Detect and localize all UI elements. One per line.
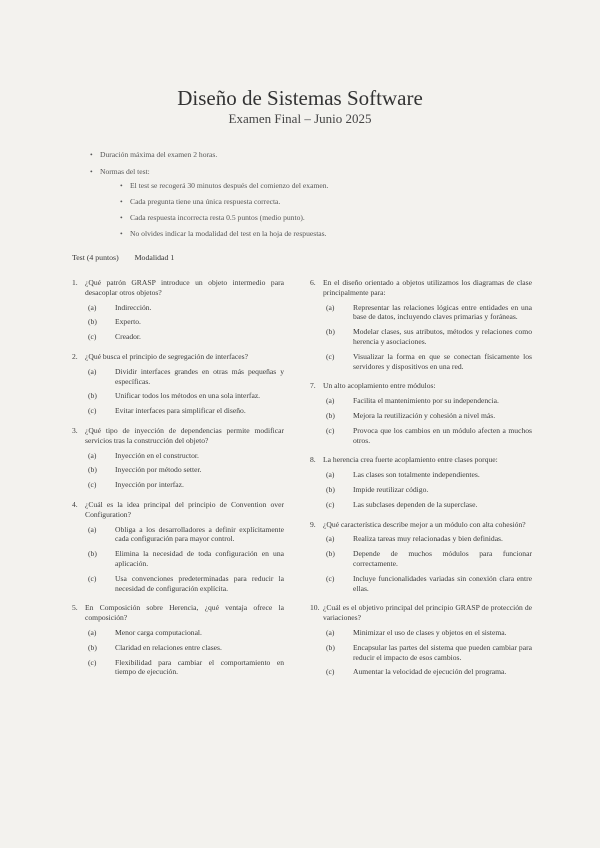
option-text: Creador.: [115, 332, 141, 342]
option-label: (a): [326, 302, 335, 312]
question-header: [310, 381, 532, 391]
option-label: (c): [88, 657, 97, 667]
answer-option: [72, 574, 284, 594]
option-text: Encapsular las partes del sistema que pueden cambiar para reducir el impacto de esos cambios.: [353, 642, 532, 662]
option-label: (b): [326, 484, 335, 494]
section-label: Test (4 puntos): [72, 253, 119, 262]
note-subitem: • Cada pregunta tiene una única respuesta correcta.: [120, 197, 510, 207]
option-label: (c): [326, 573, 335, 583]
question: [310, 278, 532, 371]
question-header: [310, 455, 532, 465]
question: [72, 500, 284, 593]
option-label: (c): [88, 332, 97, 342]
option-text: Indirección.: [115, 302, 152, 312]
answer-option: [310, 500, 532, 510]
option-list: [310, 396, 532, 445]
option-text: Depende de muchos módulos para funcionar correctamente.: [353, 549, 532, 568]
option-text: Inyección por interfaz.: [115, 480, 184, 490]
option-list: [310, 303, 532, 372]
option-label: (c): [88, 573, 97, 583]
option-text: Elimina la necesidad de toda configuración en una aplicación.: [115, 549, 284, 568]
option-list: [72, 303, 284, 342]
option-text: Las clases son totalmente independientes.: [353, 470, 480, 480]
question: [310, 603, 532, 677]
answer-option: [310, 470, 532, 480]
option-text: Provoca que los cambios en un módulo afecten a muchos otros.: [353, 425, 532, 445]
option-label: (c): [88, 406, 97, 416]
option-label: (a): [88, 627, 97, 637]
option-label: (c): [88, 480, 97, 490]
note-item: [90, 167, 510, 239]
answer-option: [72, 525, 284, 545]
option-text: Incluye funcionalidades variadas sin conexión clara entre ellas.: [353, 573, 532, 593]
note-subitem: • Cada respuesta incorrecta resta 0.5 puntos (medio punto).: [120, 213, 510, 223]
option-label: (b): [326, 327, 335, 337]
option-label: (a): [88, 524, 97, 534]
option-list: [310, 628, 532, 677]
questions-right-column: [310, 278, 532, 687]
option-text: Representar las relaciones lógicas entre entidades en una base de datos, incluyendo claves primarias y foráneas.: [353, 302, 532, 322]
option-text: Obliga a los desarrolladores a definir explícitamente cada configuración para mayor control.: [115, 524, 284, 544]
option-text: Realiza tareas muy relacionadas y bien definidas.: [353, 534, 503, 544]
answer-option: [310, 327, 532, 347]
question-header: [310, 520, 532, 530]
answer-option: [310, 643, 532, 663]
page-subtitle: Examen Final – Junio 2025: [228, 111, 372, 126]
question-text: En el diseño orientado a objetos utilizamos los diagramas de clase principalmente para:: [323, 278, 532, 297]
question-number: 1.: [72, 278, 78, 287]
option-label: (b): [326, 410, 335, 420]
option-list: [72, 525, 284, 594]
answer-option: [72, 406, 284, 416]
note-sublist: [120, 181, 510, 239]
questions-left-column: [72, 278, 284, 687]
option-label: (b): [88, 465, 97, 475]
exam-notes: [90, 150, 510, 246]
question: [310, 381, 532, 445]
question-number: 6.: [310, 278, 316, 287]
section-heading: [72, 253, 174, 262]
question-text: ¿Qué busca el principio de segregación de interfaces?: [85, 351, 248, 361]
answer-option: [310, 303, 532, 323]
answer-option: [72, 332, 284, 342]
question-text: La herencia crea fuerte acoplamiento entre clases porque:: [323, 455, 498, 465]
question-number: 7.: [310, 381, 316, 391]
option-list: [310, 470, 532, 509]
question-number: 9.: [310, 519, 316, 529]
question-header: [72, 278, 284, 298]
answer-option: [72, 480, 284, 490]
question-number: 3.: [72, 425, 78, 435]
section-modality: Modalidad 1: [134, 253, 175, 262]
option-list: [72, 367, 284, 416]
option-label: (a): [88, 302, 97, 312]
note-subitem: • No olvides indicar la modalidad del test en la hoja de respuestas.: [120, 229, 510, 239]
option-label: (b): [88, 317, 97, 327]
option-label: (a): [326, 627, 335, 637]
answer-option: [310, 549, 532, 569]
option-text: Claridad en relaciones entre clases.: [115, 642, 222, 652]
answer-option: [310, 426, 532, 446]
question-text: ¿Qué característica describe mejor a un módulo con alta cohesión?: [323, 519, 526, 529]
answer-option: [72, 549, 284, 569]
question-text: Un alto acoplamiento entre módulos:: [323, 381, 436, 391]
answer-option: [72, 317, 284, 327]
option-text: Experto.: [115, 317, 141, 327]
option-label: (a): [326, 534, 335, 544]
option-text: Inyección en el constructor.: [115, 450, 199, 460]
option-text: Flexibilidad para cambiar el comportamiento en tiempo de ejecución.: [115, 657, 284, 677]
option-list: [72, 451, 284, 490]
question-number: 4.: [72, 499, 78, 509]
question: [310, 520, 532, 594]
option-text: Impide reutilizar código.: [353, 484, 429, 494]
answer-option: [72, 658, 284, 678]
option-text: Evitar interfaces para simplificar el diseño.: [115, 406, 246, 416]
question-text: ¿Cuál es la idea principal del principio de Convention over Configuration?: [85, 499, 284, 519]
answer-option: [72, 451, 284, 461]
question-text: ¿Cuál es el objetivo principal del principio GRASP de protección de variaciones?: [323, 603, 532, 623]
answer-option: [72, 303, 284, 313]
question-header: [72, 603, 284, 623]
answer-option: [310, 485, 532, 495]
answer-option: [72, 643, 284, 653]
page-title: Diseño de Sistemas Software: [177, 86, 423, 110]
answer-option: [310, 534, 532, 544]
question: [72, 603, 284, 677]
question-number: 2.: [72, 351, 78, 361]
option-label: (a): [326, 396, 335, 406]
note-subitem: • El test se recogerá 30 minutos después del comienzo del examen.: [120, 181, 510, 191]
question-text: ¿Qué tipo de inyección de dependencias permite modificar servicios tras la construcción del objeto?: [85, 425, 284, 445]
question: [72, 352, 284, 416]
option-label: (c): [326, 351, 335, 361]
option-label: (a): [88, 450, 97, 460]
option-text: Unificar todos los métodos en una sola interfaz.: [115, 391, 261, 401]
option-label: (b): [88, 549, 97, 559]
note-item-label: Normas del test:: [100, 167, 150, 176]
question-number: 5.: [72, 603, 78, 613]
option-label: (a): [88, 366, 97, 376]
question-number: 10.: [310, 603, 320, 613]
question-text: ¿Qué patrón GRASP introduce un objeto intermedio para desacoplar otros objetos?: [85, 278, 284, 297]
option-label: (c): [326, 667, 335, 677]
answer-option: [72, 628, 284, 638]
option-text: Dividir interfaces grandes en otras más pequeñas y específicas.: [115, 366, 284, 386]
question: [72, 278, 284, 342]
option-text: Aumentar la velocidad de ejecución del programa.: [353, 667, 507, 677]
question: [72, 426, 284, 490]
option-text: Inyección por método setter.: [115, 465, 202, 475]
question: [310, 455, 532, 509]
question-header: [310, 603, 532, 623]
answer-option: [310, 411, 532, 421]
answer-option: [310, 628, 532, 638]
option-list: [72, 628, 284, 677]
option-text: Facilita el mantenimiento por su independencia.: [353, 396, 499, 406]
question-header: [72, 500, 284, 520]
option-text: Modelar clases, sus atributos, métodos y relaciones como herencia y asociaciones.: [353, 327, 532, 346]
option-text: Mejora la reutilización y cohesión a nivel más.: [353, 410, 496, 420]
option-label: (b): [326, 642, 335, 652]
answer-option: [72, 367, 284, 387]
question-number: 8.: [310, 455, 316, 465]
question-header: [310, 278, 532, 298]
question-text: En Composición sobre Herencia, ¿qué ventaja ofrece la composición?: [85, 603, 284, 623]
option-label: (b): [88, 391, 97, 401]
option-list: [310, 534, 532, 593]
option-label: (b): [326, 549, 335, 559]
note-item: • Duración máxima del examen 2 horas.: [90, 150, 510, 160]
option-text: Minimizar el uso de clases y objetos en el sistema.: [353, 627, 507, 637]
question-header: [72, 426, 284, 446]
answer-option: [310, 667, 532, 677]
question-header: [72, 352, 284, 362]
option-label: (a): [326, 470, 335, 480]
option-label: (c): [326, 425, 335, 435]
answer-option: [310, 352, 532, 372]
option-label: (c): [326, 499, 335, 509]
option-text: Las subclases dependen de la superclase.: [353, 499, 478, 509]
answer-option: [72, 465, 284, 475]
option-text: Visualizar la forma en que se conectan físicamente los servidores y dispositivos en una red.: [353, 351, 532, 371]
option-text: Usa convenciones predeterminadas para reducir la necesidad de configuración explícita.: [115, 573, 284, 593]
answer-option: [310, 396, 532, 406]
option-label: (b): [88, 642, 97, 652]
option-text: Menor carga computacional.: [115, 627, 202, 637]
answer-option: [72, 391, 284, 401]
answer-option: [310, 574, 532, 594]
